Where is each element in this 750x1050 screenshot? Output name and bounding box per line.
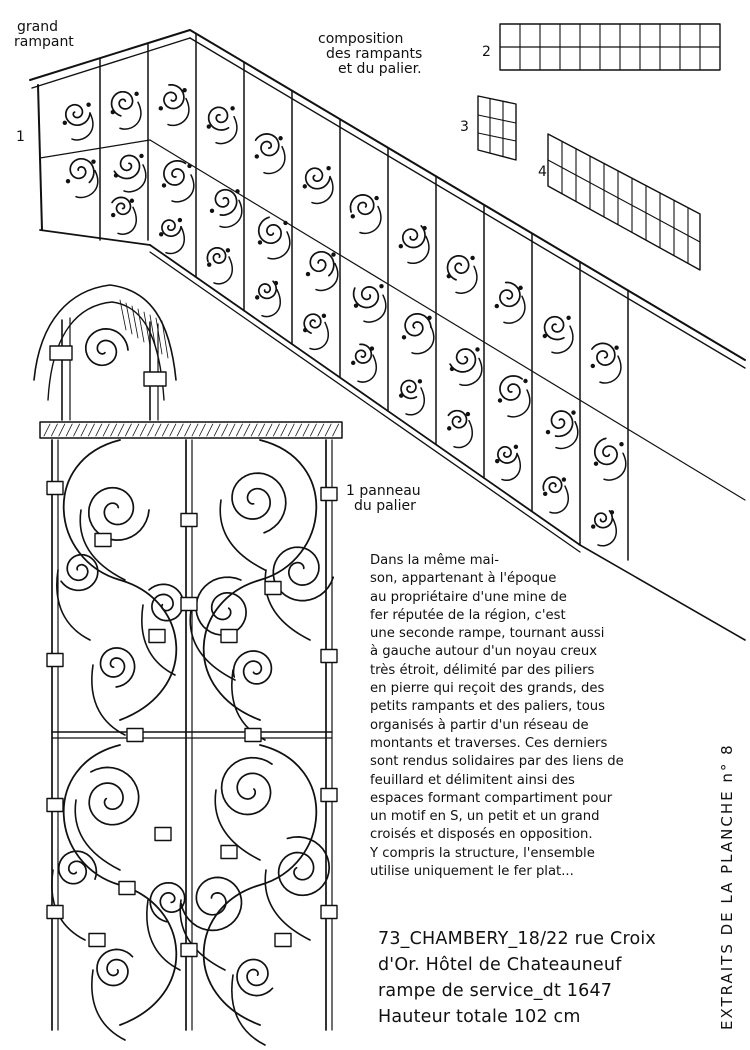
scroll-spiral — [351, 195, 374, 214]
rivet-dot — [422, 226, 426, 230]
rivet-dot — [278, 136, 282, 140]
scroll-tail — [316, 264, 338, 291]
rivet-dot — [130, 199, 134, 203]
collar-band — [119, 882, 135, 895]
rivet-dot — [475, 347, 479, 351]
rivet-dot — [518, 286, 522, 290]
rivet-dot — [450, 367, 454, 371]
frame-bar — [140, 424, 146, 436]
reference-line: Hauteur totale 102 cm — [378, 1007, 581, 1027]
scroll-tail — [358, 355, 376, 382]
rivet-dot — [566, 316, 570, 320]
rivet-dot — [187, 164, 191, 168]
description-paragraph — [370, 552, 718, 881]
rivet-dot — [614, 346, 618, 350]
rivet-dot — [159, 106, 163, 110]
scroll-spiral — [234, 651, 272, 684]
landing-panel-drawing — [40, 422, 342, 1045]
frame-bar — [190, 30, 745, 360]
scroll-tail — [168, 99, 189, 126]
collar-band — [221, 846, 237, 859]
rivet-dot — [399, 244, 403, 248]
rivet-dot — [178, 218, 182, 222]
frame-bar — [133, 424, 139, 436]
scroll-spiral — [209, 107, 229, 130]
rivet-dot — [370, 346, 374, 350]
scroll-spiral — [356, 344, 372, 363]
scroll-spiral — [101, 648, 135, 687]
rivet-dot — [258, 240, 262, 244]
frame-bar — [333, 424, 339, 436]
rivet-dot — [162, 183, 166, 187]
description-line: montants et traverses. Ces derniers — [370, 735, 608, 751]
collar-band — [321, 650, 337, 663]
scroll-spiral — [222, 758, 272, 815]
rivet-dot — [402, 335, 406, 339]
rivet-dot — [495, 304, 499, 308]
collar-band — [275, 934, 291, 947]
rivet-dot — [226, 248, 230, 252]
description-line: Dans la même mai- — [370, 553, 500, 568]
composition-diagrams — [478, 24, 720, 270]
rivet-dot — [274, 281, 278, 285]
frame-bar — [138, 309, 144, 342]
rivet-dot — [159, 232, 163, 236]
scroll-spiral — [162, 220, 181, 236]
rivet-dot — [466, 412, 470, 416]
scroll-tail — [454, 421, 472, 448]
scroll-spiral — [592, 343, 615, 365]
frame-bar — [148, 424, 154, 436]
description-line: très étroit, délimité par des piliers — [370, 662, 595, 678]
rivet-dot — [374, 196, 378, 200]
scroll-spiral — [500, 283, 520, 307]
rivet-dot — [351, 214, 355, 218]
rivet-dot — [591, 524, 595, 528]
frame-bar — [236, 424, 242, 436]
frame-bar — [177, 424, 183, 436]
label-composition-line-2: des rampants — [326, 46, 423, 62]
collar-band — [47, 654, 63, 667]
rivet-dot — [591, 364, 595, 368]
scroll-tail — [268, 232, 290, 259]
frame-bar — [59, 424, 65, 436]
label-number-4: 4 — [538, 164, 547, 180]
collar-band — [47, 906, 63, 919]
scroll-tail — [600, 356, 621, 383]
scroll-spiral — [61, 555, 98, 591]
frame-bar — [288, 424, 294, 436]
reference-line: rampe de service_dt 1647 — [378, 981, 613, 1001]
collar-band — [221, 630, 237, 643]
frame-bar — [192, 424, 198, 436]
rivet-dot — [379, 284, 383, 288]
collar-band — [321, 906, 337, 919]
scroll-spiral — [70, 159, 94, 183]
scroll-spiral — [86, 329, 128, 365]
scroll-spiral — [215, 190, 236, 215]
rivet-dot — [114, 173, 118, 177]
rivet-dot — [86, 102, 90, 106]
grid-outline — [478, 96, 516, 160]
collar-band — [245, 729, 261, 742]
scroll-tail — [57, 570, 90, 640]
description-line: un motif en S, un petit et un grand — [370, 809, 600, 825]
frame-bar — [40, 230, 150, 245]
frame-bar — [103, 424, 109, 436]
scroll-spiral — [207, 248, 225, 263]
label-panneau-line-1: panneau — [359, 483, 421, 499]
label-grand-rampant — [14, 20, 124, 50]
rivet-dot — [139, 154, 143, 158]
frame-bar — [310, 424, 316, 436]
frame-bar — [155, 424, 161, 436]
frame-bar — [74, 424, 80, 436]
rivet-dot — [207, 124, 211, 128]
scroll-tail — [265, 570, 310, 640]
rivet-dot — [182, 88, 186, 92]
frame-bar — [259, 424, 265, 436]
scroll-spiral — [232, 473, 286, 533]
frame-bar — [318, 424, 324, 436]
scroll-spiral — [306, 168, 330, 189]
scroll-spiral — [545, 317, 564, 340]
description-line: organisés à partir d'un réseau de — [370, 717, 589, 733]
scroll-tail — [118, 207, 136, 234]
frame-bar — [303, 424, 309, 436]
reference-line: d'Or. Hôtel de Chateauneuf — [378, 955, 622, 975]
scroll-tail — [598, 519, 616, 546]
big-s-curve — [204, 745, 317, 1025]
collar-band — [321, 488, 337, 501]
frame-bar — [51, 424, 57, 436]
rivet-dot — [306, 272, 310, 276]
scroll-tail — [76, 171, 98, 198]
rivet-dot — [523, 379, 527, 383]
scroll-spiral — [310, 252, 334, 276]
rivet-dot — [283, 221, 287, 225]
rivet-dot — [134, 92, 138, 96]
scroll-tail — [220, 200, 242, 227]
collar-band — [321, 789, 337, 802]
frame-bar — [214, 424, 220, 436]
rivet-dot — [354, 303, 358, 307]
frame-bar — [125, 424, 131, 436]
scroll-tail — [92, 970, 125, 1040]
rivet-dot — [427, 316, 431, 320]
label-composition-line-3: et du palier. — [338, 61, 422, 77]
scroll-tail — [264, 147, 285, 174]
rivet-dot — [418, 379, 422, 383]
big-s-curve — [204, 440, 317, 720]
scroll-spiral — [448, 411, 466, 428]
rivet-dot — [303, 328, 307, 332]
frame-bar — [266, 424, 272, 436]
collar-band — [149, 630, 165, 643]
rivet-dot — [303, 184, 307, 188]
scroll-spiral — [279, 837, 330, 895]
rivet-dot — [571, 410, 575, 414]
scroll-spiral — [164, 85, 184, 109]
frame-bar — [244, 424, 250, 436]
label-composition-line-1: composition — [318, 31, 404, 47]
scroll-spiral — [89, 488, 149, 540]
rivet-dot — [495, 459, 499, 463]
rivet-dot — [66, 179, 70, 183]
frame-bar — [132, 306, 138, 338]
scroll-spiral — [256, 134, 279, 156]
frame-bar — [66, 424, 72, 436]
label-number-3: 3 — [460, 119, 469, 135]
rivet-dot — [546, 430, 550, 434]
side-caption-planche: EXTRAITS DE LA PLANCHE n° 8 — [718, 743, 736, 1030]
description-line: une seconde rampe, tournant aussi — [370, 626, 605, 642]
collar-band — [144, 372, 166, 386]
rivet-dot — [322, 314, 326, 318]
frame-bar — [222, 424, 228, 436]
stone-arch-detail-drawing — [34, 285, 176, 420]
rivet-dot — [235, 189, 239, 193]
collar-band — [47, 482, 63, 495]
rivet-dot — [543, 492, 547, 496]
frame-bar — [150, 315, 156, 350]
rivet-dot — [562, 477, 566, 481]
rivet-dot — [255, 295, 259, 299]
frame-bar — [111, 424, 117, 436]
collar-band — [265, 582, 281, 595]
scroll-spiral — [150, 883, 185, 922]
reference-line: 73_CHAMBERY_18/22 rue Croix — [378, 929, 656, 949]
scroll-spiral — [403, 226, 425, 248]
rivet-dot — [326, 166, 330, 170]
scroll-spiral — [164, 161, 186, 185]
rivet-dot — [447, 274, 451, 278]
scroll-spiral — [259, 281, 276, 298]
label-grand-rampant-line-2: rampant — [14, 34, 74, 50]
rivet-dot — [610, 510, 614, 514]
frame-bar — [44, 424, 50, 436]
description-line: en pierre qui reçoit des grands, des — [370, 681, 605, 697]
scroll-spiral — [595, 438, 617, 464]
scroll-spiral — [498, 447, 517, 463]
description-line: son, appartenant à l'époque — [370, 571, 557, 587]
scroll-spiral — [97, 949, 133, 985]
scroll-tail — [502, 453, 520, 480]
frame-bar — [548, 160, 700, 242]
collar-band — [95, 534, 111, 547]
rivet-dot — [351, 361, 355, 365]
frame-bar — [96, 424, 102, 436]
description-line: à gauche autour d'un noyau creux — [370, 644, 598, 660]
scroll-spiral — [112, 197, 130, 214]
description-line: espaces formant compartiment pour — [370, 790, 613, 806]
description-line: petits rampants et des paliers, tous — [370, 699, 606, 715]
frame-bar — [88, 424, 94, 436]
description-line: fer réputée de la région, c'est — [370, 607, 566, 623]
frame-bar — [251, 424, 257, 436]
scroll-tail — [604, 453, 626, 480]
frame-bar — [296, 424, 302, 436]
panel-top-band — [40, 422, 342, 438]
description-line: Y compris la structure, l'ensemble — [370, 845, 595, 861]
description-line: croisés et disposés en opposition. — [370, 827, 593, 843]
scroll-spiral — [89, 767, 139, 824]
scroll-spiral — [259, 217, 281, 243]
scroll-spiral — [405, 314, 431, 336]
frame-bar — [185, 424, 191, 436]
scroll-tail — [504, 296, 525, 323]
label-panneau-line-2: du palier — [354, 498, 416, 514]
scroll-spiral — [543, 477, 561, 492]
frame-bar — [325, 424, 331, 436]
scroll-spiral — [552, 411, 573, 436]
scroll-tail — [360, 206, 381, 233]
frame-bar — [150, 140, 745, 500]
collar-band — [181, 944, 197, 957]
frame-bar — [207, 424, 213, 436]
rivet-dot — [230, 106, 234, 110]
frame-bar — [118, 424, 124, 436]
frame-bar — [281, 424, 287, 436]
scroll-tail — [166, 227, 184, 254]
label-panneau-du-palier — [346, 484, 466, 514]
rivet-dot — [498, 398, 502, 402]
rivet-dot — [91, 159, 95, 163]
collar-band — [89, 934, 105, 947]
frame-bar — [156, 318, 162, 354]
label-panneau-number: 1 — [346, 483, 355, 499]
frame-bar — [478, 115, 516, 123]
rivet-dot — [210, 209, 214, 213]
frame-bar — [162, 424, 168, 436]
description-line: feuillard et délimitent ainsi des — [370, 772, 575, 788]
collar-band — [181, 598, 197, 611]
rivet-dot — [619, 442, 623, 446]
frame-bar — [199, 424, 205, 436]
rivet-dot — [111, 213, 115, 217]
rivet-dot — [331, 252, 335, 256]
label-number-1-railing: 1 — [16, 129, 25, 145]
collar-band — [181, 514, 197, 527]
scroll-tail — [220, 500, 265, 570]
rivet-dot — [470, 256, 474, 260]
scroll-spiral — [595, 511, 613, 528]
rivet-dot — [399, 393, 403, 397]
scroll-spiral — [273, 547, 333, 600]
rivet-dot — [207, 262, 211, 266]
collar-band — [155, 828, 171, 841]
frame-bar — [170, 424, 176, 436]
label-number-2: 2 — [482, 44, 491, 60]
scroll-spiral — [500, 376, 522, 400]
frame-bar — [190, 38, 745, 368]
rivet-dot — [543, 334, 547, 338]
scroll-tail — [556, 422, 578, 449]
frame-bar — [478, 133, 516, 141]
scroll-spiral — [237, 960, 273, 996]
description-line: sont rendus solidaires par des liens de — [370, 754, 624, 770]
rivet-dot — [447, 426, 451, 430]
label-grand-rampant-line-1: grand — [17, 19, 58, 35]
scroll-spiral — [66, 105, 90, 126]
reference-block — [378, 926, 708, 1030]
frame-bar — [162, 321, 168, 358]
rivet-dot — [594, 462, 598, 466]
grid-outline — [548, 134, 700, 270]
rivet-dot — [111, 110, 115, 114]
scroll-tail — [408, 236, 429, 263]
scroll-spiral — [196, 577, 246, 635]
rivet-dot — [514, 445, 518, 449]
collar-band — [47, 799, 63, 812]
description-line: utilise uniquement le fer plat... — [370, 864, 574, 880]
scroll-tail — [262, 290, 280, 317]
rivet-dot — [63, 121, 67, 125]
description-line: au propriétaire d'une mine de — [370, 589, 567, 605]
frame-bar — [81, 424, 87, 436]
frame-bar — [229, 424, 235, 436]
collar-band — [127, 729, 143, 742]
scroll-tail — [190, 610, 235, 680]
frame-bar — [273, 424, 279, 436]
frame-bar — [40, 140, 150, 158]
collar-band — [50, 346, 72, 360]
rivet-dot — [255, 154, 259, 158]
label-composition — [318, 32, 478, 77]
